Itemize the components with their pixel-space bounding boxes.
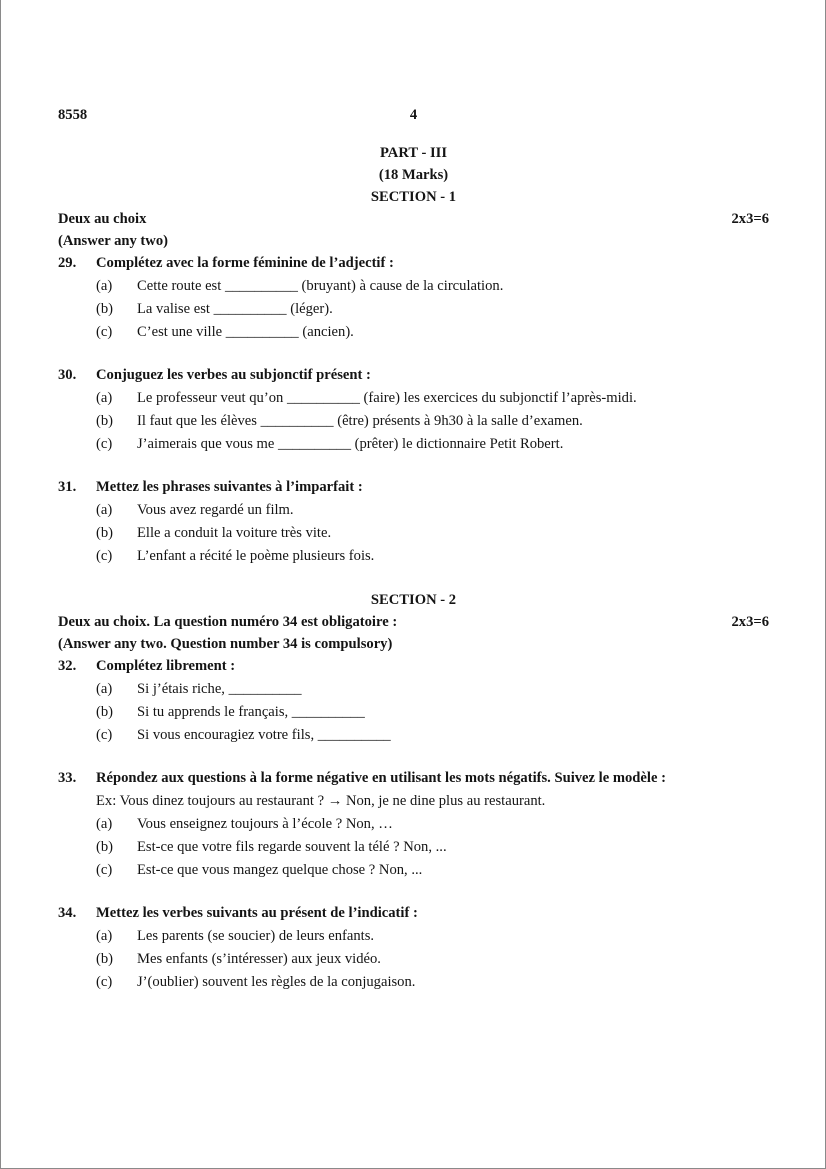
part-label: (a) bbox=[96, 502, 113, 518]
part-label: (b) bbox=[96, 301, 114, 317]
instruction-fr: Deux au choix bbox=[58, 211, 147, 227]
question-parts bbox=[58, 499, 769, 567]
part-text: L’enfant a récité le poème plusieurs fois. bbox=[137, 548, 375, 564]
page-number: 4 bbox=[409, 107, 418, 123]
question-part bbox=[58, 701, 769, 723]
part-text: Mes enfants (s’intéresser) aux jeux vidéo. bbox=[137, 951, 381, 967]
question-part bbox=[58, 836, 769, 858]
part-text: Si vous encouragiez votre fils, __________ bbox=[137, 727, 391, 743]
question-32 bbox=[58, 655, 769, 746]
question-33 bbox=[58, 767, 769, 881]
question-parts bbox=[58, 813, 769, 881]
section-title: SECTION - 2 bbox=[370, 592, 457, 608]
question-head bbox=[58, 655, 769, 677]
question-part bbox=[58, 678, 769, 700]
question-head bbox=[58, 252, 769, 274]
question-parts bbox=[58, 387, 769, 455]
section-2 bbox=[58, 589, 769, 993]
part-text: Elle a conduit la voiture très vite. bbox=[137, 525, 332, 541]
part-text: Vous avez regardé un film. bbox=[137, 502, 294, 518]
question-part bbox=[58, 387, 769, 409]
question-number: 33. bbox=[58, 770, 77, 786]
question-head bbox=[58, 767, 769, 789]
question-parts bbox=[58, 275, 769, 343]
part-label: (a) bbox=[96, 390, 113, 406]
question-number: 29. bbox=[58, 255, 77, 271]
question-head bbox=[58, 364, 769, 386]
question-30 bbox=[58, 364, 769, 455]
question-text: Mettez les verbes suivants au présent de l’indicatif : bbox=[96, 905, 418, 921]
part-label: (c) bbox=[96, 324, 113, 340]
part-label: (b) bbox=[96, 951, 114, 967]
marks-value: 2x3=6 bbox=[731, 211, 769, 227]
part-label: (c) bbox=[96, 974, 113, 990]
question-part bbox=[58, 925, 769, 947]
part-label: (a) bbox=[96, 278, 113, 294]
question-part bbox=[58, 724, 769, 746]
instruction-en: (Answer any two. Question number 34 is compulsory) bbox=[58, 636, 393, 652]
section-title: SECTION - 1 bbox=[370, 189, 457, 205]
question-number: 31. bbox=[58, 479, 77, 495]
part-text: J’aimerais que vous me __________ (prêter) le dictionnaire Petit Robert. bbox=[137, 436, 564, 452]
part-text: Vous enseignez toujours à l’école ? Non, … bbox=[137, 816, 393, 832]
part-text: Est-ce que votre fils regarde souvent la télé ? Non, ... bbox=[137, 839, 447, 855]
section-instruction-row bbox=[58, 208, 769, 230]
question-parts bbox=[58, 925, 769, 993]
part-label: (b) bbox=[96, 413, 114, 429]
page-header bbox=[58, 104, 769, 126]
part-label: (a) bbox=[96, 681, 113, 697]
question-part bbox=[58, 499, 769, 521]
part-text: Est-ce que vous mangez quelque chose ? Non, ... bbox=[137, 862, 423, 878]
section-1 bbox=[58, 186, 769, 567]
question-example: Ex: Vous dinez toujours au restaurant ? → Non, je ne dine plus au restaurant. bbox=[96, 793, 546, 809]
question-29 bbox=[58, 252, 769, 343]
part-label: (c) bbox=[96, 862, 113, 878]
part-text: J’(oublier) souvent les règles de la conjugaison. bbox=[137, 974, 416, 990]
part-label: (c) bbox=[96, 548, 113, 564]
part-label: (c) bbox=[96, 727, 113, 743]
question-part bbox=[58, 321, 769, 343]
part-label: (c) bbox=[96, 436, 113, 452]
doc-code: 8558 bbox=[58, 107, 88, 123]
instruction-en: (Answer any two) bbox=[58, 233, 168, 249]
question-31 bbox=[58, 476, 769, 567]
question-part bbox=[58, 298, 769, 320]
part-text: La valise est __________ (léger). bbox=[137, 301, 333, 317]
part-label: (a) bbox=[96, 928, 113, 944]
question-part bbox=[58, 971, 769, 993]
question-text: Mettez les phrases suivantes à l’imparfait : bbox=[96, 479, 363, 495]
section-instruction-row bbox=[58, 611, 769, 633]
question-text: Conjuguez les verbes au subjonctif présent : bbox=[96, 367, 371, 383]
part-label: (b) bbox=[96, 839, 114, 855]
part-text: Si j’étais riche, __________ bbox=[137, 681, 302, 697]
part-label: (b) bbox=[96, 525, 114, 541]
marks-value: 2x3=6 bbox=[731, 614, 769, 630]
instruction-fr: Deux au choix. La question numéro 34 est obligatoire : bbox=[58, 614, 398, 630]
part-text: Il faut que les élèves __________ (être) présents à 9h30 à la salle d’examen. bbox=[137, 413, 583, 429]
question-text: Complétez avec la forme féminine de l’adjectif : bbox=[96, 255, 394, 271]
question-part bbox=[58, 859, 769, 881]
question-part bbox=[58, 275, 769, 297]
part-label: (a) bbox=[96, 816, 113, 832]
question-part bbox=[58, 948, 769, 970]
question-number: 32. bbox=[58, 658, 77, 674]
question-parts bbox=[58, 678, 769, 746]
question-part bbox=[58, 433, 769, 455]
question-number: 30. bbox=[58, 367, 77, 383]
question-text: Complétez librement : bbox=[96, 658, 236, 674]
question-part bbox=[58, 813, 769, 835]
part-marks: (18 Marks) bbox=[378, 167, 449, 183]
part-text: C’est une ville __________ (ancien). bbox=[137, 324, 354, 340]
question-part bbox=[58, 522, 769, 544]
header-spacer bbox=[417, 104, 769, 126]
question-number: 34. bbox=[58, 905, 77, 921]
part-text: Cette route est __________ (bruyant) à cause de la circulation. bbox=[137, 278, 504, 294]
part-text: Si tu apprends le français, __________ bbox=[137, 704, 365, 720]
question-part bbox=[58, 545, 769, 567]
question-head bbox=[58, 902, 769, 924]
part-text: Les parents (se soucier) de leurs enfants. bbox=[137, 928, 375, 944]
question-34 bbox=[58, 902, 769, 993]
question-text: Répondez aux questions à la forme négative en utilisant les mots négatifs. Suivez le modèle : bbox=[96, 770, 666, 786]
part-text: Le professeur veut qu’on __________ (faire) les exercices du subjonctif l’après-midi. bbox=[137, 390, 637, 406]
question-part bbox=[58, 410, 769, 432]
part-title: PART - III bbox=[379, 145, 448, 161]
part-label: (b) bbox=[96, 704, 114, 720]
question-head bbox=[58, 476, 769, 498]
